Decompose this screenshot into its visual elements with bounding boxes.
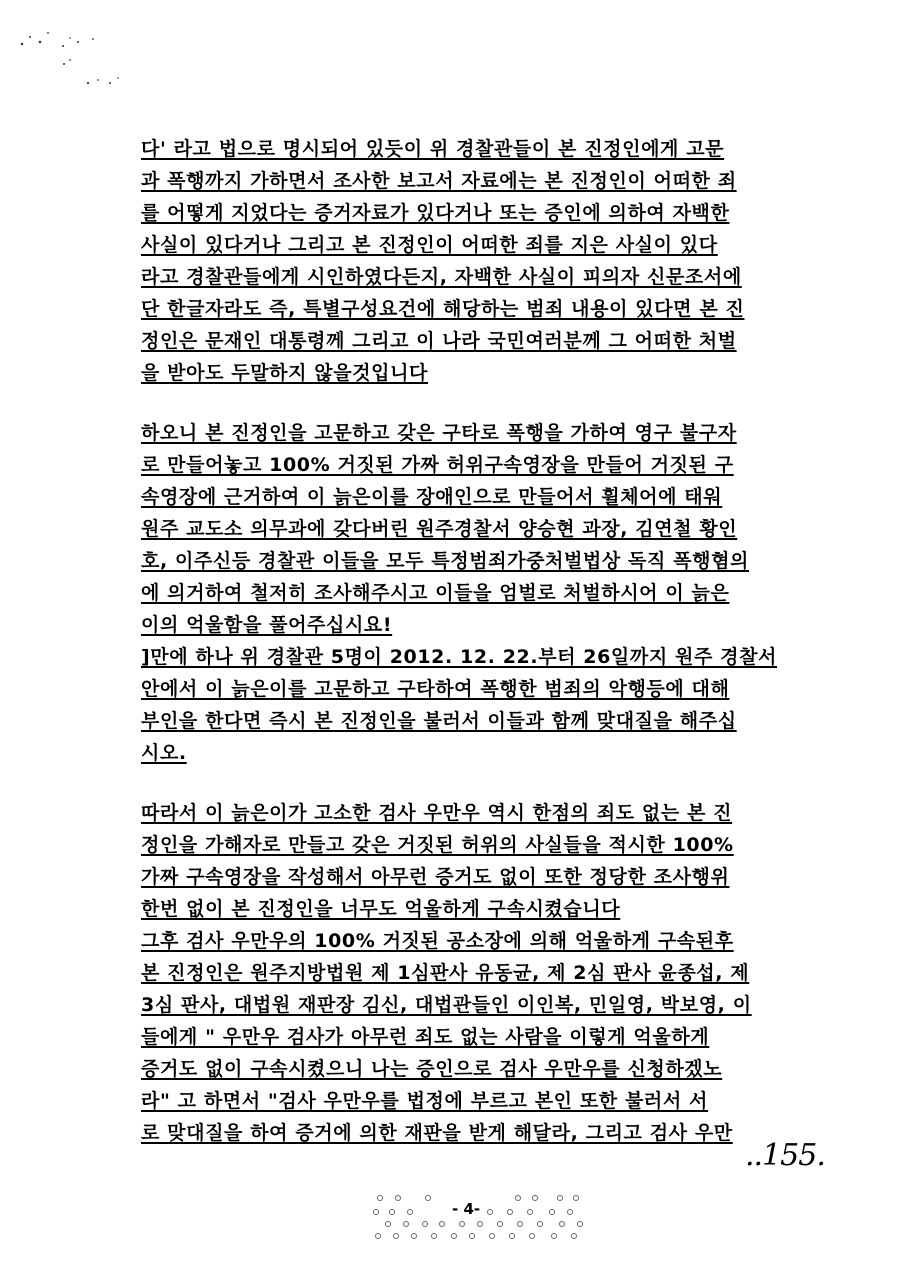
text-line: 안에서 이 늙은이를 고문하고 구타하여 폭행한 범죄의 악행등에 대해	[141, 678, 730, 700]
text-line: 을 받아도 두말하지 않을것입니다	[141, 362, 429, 384]
text-line: 에 의거하여 철저히 조사해주시고 이들을 엄벌로 처벌하시어 이 늙은	[141, 582, 730, 604]
text-line: 라" 고 하면서 "검사 우만우를 법정에 부르고 본인 또한 불러서 서	[141, 1090, 708, 1112]
text-line: 를 어떻게 지었다는 증거자료가 있다거나 또는 증인에 의하여 자백한	[141, 202, 730, 224]
text-line: 시오.	[141, 742, 187, 764]
text-line: 따라서 이 늙은이가 고소한 검사 우만우 역시 한점의 죄도 없는 본 진	[141, 802, 733, 824]
text-line: ]만에 하나 위 경찰관 5명이 2012. 12. 22.부터 26일까지 원주 경찰서	[141, 646, 777, 668]
text-line: 로 맞대질을 하여 증거에 의한 재판을 받게 해달라, 그리고 검사 우만	[141, 1122, 733, 1144]
text-line: 하오니 본 진정인을 고문하고 갖은 구타로 폭행을 가하여 영구 불구자	[141, 422, 737, 444]
scan-specks	[18, 28, 138, 88]
text-line: 들에게 " 우만우 검사가 아무런 죄도 없는 사람을 이렇게 억울하게	[141, 1026, 710, 1048]
text-line: 다' 라고 법으로 명시되어 있듯이 위 경찰관들이 본 진정인에게 고문	[141, 138, 725, 160]
page-number: - 4-	[452, 1200, 481, 1218]
text-line: 원주 교도소 의무과에 갖다버린 원주경찰서 양승현 과장, 김연철 황인	[141, 518, 738, 540]
footer-dot-pattern	[370, 1190, 590, 1250]
text-line: 부인을 한다면 즉시 본 진정인을 불러서 이들과 함께 맞대질을 해주십	[141, 710, 737, 732]
text-line: 사실이 있다거나 그리고 본 진정인이 어떠한 죄를 지은 사실이 있다	[141, 234, 718, 256]
text-line: 이의 억울함을 풀어주십시요!	[141, 614, 393, 636]
text-line: 가짜 구속영장을 작성해서 아무런 증거도 없이 또한 정당한 조사행위	[141, 866, 730, 888]
text-line: 로 만들어놓고 100% 거짓된 가짜 허위구속영장을 만들어 거짓된 구	[141, 454, 734, 476]
text-line: 본 진정인은 원주지방법원 제 1심판사 유동균, 제 2심 판사 윤종섭, 제	[141, 962, 750, 984]
text-line: 그후 검사 우만우의 100% 거짓된 공소장에 의해 억울하게 구속된후	[141, 930, 734, 952]
text-line: 정인을 가해자로 만들고 갖은 거짓된 허위의 사실들을 적시한 100%	[141, 834, 734, 856]
text-line: 과 폭행까지 가하면서 조사한 보고서 자료에는 본 진정인이 어떠한 죄	[141, 170, 737, 192]
text-line: 속영장에 근거하여 이 늙은이를 장애인으로 만들어서 휠체어에 태워	[141, 486, 723, 508]
text-line: 라고 경찰관들에게 시인하였다든지, 자백한 사실이 피의자 신문조서에	[141, 266, 742, 288]
text-line: 단 한글자라도 즉, 특별구성요건에 해당하는 범죄 내용이 있다면 본 진	[141, 298, 745, 320]
text-line: 정인은 문재인 대통령께 그리고 이 나라 국민여러분께 그 어떠한 처벌	[141, 330, 737, 352]
page-footer	[370, 1190, 590, 1250]
text-line: 한번 없이 본 진정인을 너무도 억울하게 구속시켰습니다	[141, 898, 621, 920]
text-line: 증거도 없이 구속시켰으니 나는 증인으로 검사 우만우를 신청하겠노	[141, 1058, 723, 1080]
text-line: 호, 이주신등 경찰관 이들을 모두 특정범죄가중처벌법상 독직 폭행혐의	[141, 550, 749, 572]
handwritten-signature: ..155.	[745, 1138, 825, 1173]
text-line: 3심 판사, 대법원 재판장 김신, 대법관들인 이인복, 민일영, 박보영, 이	[141, 994, 752, 1016]
